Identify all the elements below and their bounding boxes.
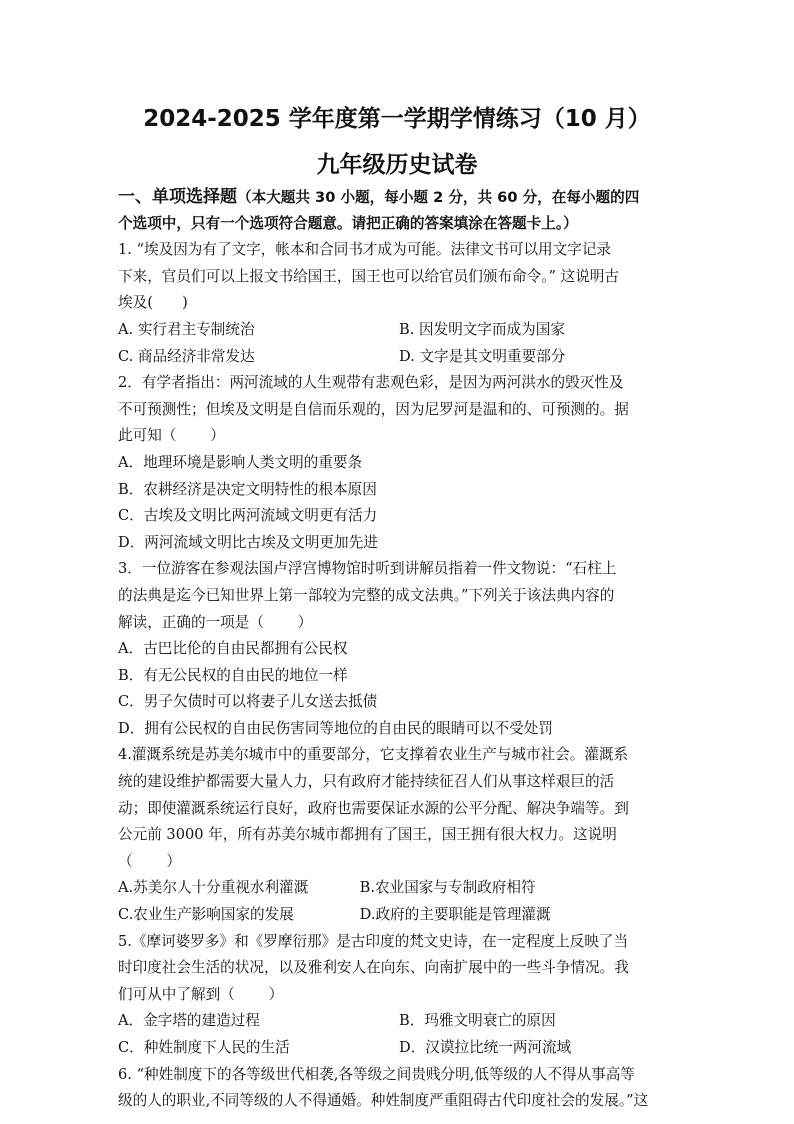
- question-6: [118, 1062, 680, 1115]
- answer-option[interactable]: D. 文字是其文明重要部分: [399, 347, 566, 365]
- option-row: [118, 1008, 680, 1035]
- section-note-part2: 个选项中，只有一个选项符合题意。请把正确的答案填涂在答题卡上。）: [118, 214, 578, 232]
- question-stem-line: 公元前 3000 年，所有苏美尔城市都拥有了国王，国王拥有很大权力。这说明: [118, 826, 617, 844]
- question-1: [118, 237, 680, 370]
- exam-subtitle: 九年级历史试卷: [316, 152, 478, 178]
- question-stem-line: 的法典是迄今已知世界上第一部较为完整的成文法典。”下列关于该法典内容的: [118, 586, 615, 604]
- answer-option[interactable]: D．汉谟拉比统一两河流域: [399, 1039, 572, 1056]
- question-stem-line: 不可预测性；但埃及文明是自信而乐观的，因为尼罗河是温和的、可预测的。据: [118, 400, 629, 418]
- answer-option[interactable]: A.苏美尔人十分重视水利灌溉: [118, 879, 309, 897]
- question-stem-line: 动；即使灌溉系统运行良好，政府也需要保证水源的公平分配、解决争端等。到: [118, 799, 629, 817]
- answer-option[interactable]: D．两河流域文明比古埃及文明更加先进: [118, 533, 378, 551]
- question-2: [118, 370, 680, 556]
- answer-option[interactable]: C.农业生产影响国家的发展: [118, 906, 294, 924]
- answer-option[interactable]: C．古埃及文明比两河流域文明更有活力: [118, 507, 378, 525]
- answer-option[interactable]: A．金字塔的建造过程: [118, 1012, 260, 1030]
- answer-option[interactable]: B．农耕经济是决定文明特性的根本原因: [118, 480, 377, 498]
- section-heading: 一、单项选择题: [118, 187, 237, 207]
- question-stem-line: 6. “种姓制度下的各等级世代相袭,各等级之间贵贱分明,低等级的人不得从事高等: [118, 1065, 635, 1083]
- answer-option[interactable]: A．古巴比伦的自由民都拥有公民权: [118, 640, 348, 658]
- question-5: [118, 929, 680, 1062]
- answer-option[interactable]: C．男子欠债时可以将妻子儿女送去抵债: [118, 693, 378, 711]
- section-heading-line: [118, 184, 680, 211]
- question-stem-line: 4.灌溉系统是苏美尔城市中的重要部分，它支撑着农业生产与城市社会。灌溉系: [118, 746, 629, 764]
- question-stem-line: 时印度社会生活的状况，以及雅利安人在向东、向南扩展中的一些斗争情况。我: [118, 959, 629, 977]
- section-note-part1: （本大题共 30 小题，每小题 2 分，共 60 分，在每小题的四: [237, 189, 640, 206]
- answer-option[interactable]: D.政府的主要职能是管理灌溉: [359, 906, 551, 924]
- question-stem-line: 下来，官员们可以上报文书给国王，国王也可以给官员们颁布命令。” 这说明古: [118, 267, 619, 285]
- question-stem-line: 解读，正确的一项是（ ）: [118, 613, 313, 631]
- answer-option[interactable]: B. 因发明文字而成为国家: [399, 320, 565, 338]
- option-row: [118, 344, 680, 371]
- question-3: [118, 556, 680, 742]
- answer-option[interactable]: A．地理环境是影响人类文明的重要条: [118, 453, 363, 471]
- answer-option[interactable]: C. 商品经济非常发达: [118, 347, 255, 365]
- question-4: [118, 742, 680, 928]
- question-stem-line: 此可知（ ）: [118, 427, 225, 445]
- answer-option[interactable]: B.农业国家与专制政府相符: [359, 879, 536, 897]
- option-row: [118, 902, 680, 929]
- exam-title: 2024-2025 学年度第一学期学情练习（10 月）: [143, 106, 651, 132]
- question-stem-line: 级的人的职业,不同等级的人不得通婚。种姓制度严重阻碍古代印度社会的发展。”这: [118, 1092, 649, 1110]
- question-stem-line: （ ）: [118, 852, 182, 870]
- question-stem-line: 2．有学者指出：两河流域的人生观带有悲观色彩，是因为两河洪水的毁灭性及: [118, 374, 624, 392]
- answer-option[interactable]: D．拥有公民权的自由民伤害同等地位的自由民的眼睛可以不受处罚: [118, 719, 553, 737]
- question-stem-line: 们可从中了解到（ ）: [118, 985, 284, 1003]
- question-stem-line: 5.《摩诃婆罗多》和《罗摩衍那》是古印度的梵文史诗，在一定程度上反映了当: [118, 932, 629, 950]
- answer-option[interactable]: C．种姓制度下人民的生活: [118, 1039, 290, 1056]
- answer-option[interactable]: B．有无公民权的自由民的地位一样: [118, 666, 348, 684]
- option-row: [118, 1035, 680, 1062]
- answer-option[interactable]: A. 实行君主专制统治: [118, 320, 255, 338]
- question-stem-line: 埃及( ): [118, 294, 188, 312]
- answer-option[interactable]: B．玛雅文明衰亡的原因: [399, 1012, 556, 1030]
- question-stem-line: 统的建设维护都需要大量人力，只有政府才能持续征召人们从事这样艰巨的活: [118, 773, 615, 791]
- question-stem-line: 1. “埃及因为有了文字，帐本和合同书才成为可能。法律文书可以用文字记录: [118, 241, 612, 259]
- question-list: [118, 237, 680, 1115]
- question-stem-line: 3．一位游客在参观法国卢浮宫博物馆时听到讲解员指着一件文物说：“石柱上: [118, 560, 617, 578]
- option-row: [118, 875, 680, 902]
- exam-content: [118, 184, 680, 1115]
- option-row: [118, 317, 680, 344]
